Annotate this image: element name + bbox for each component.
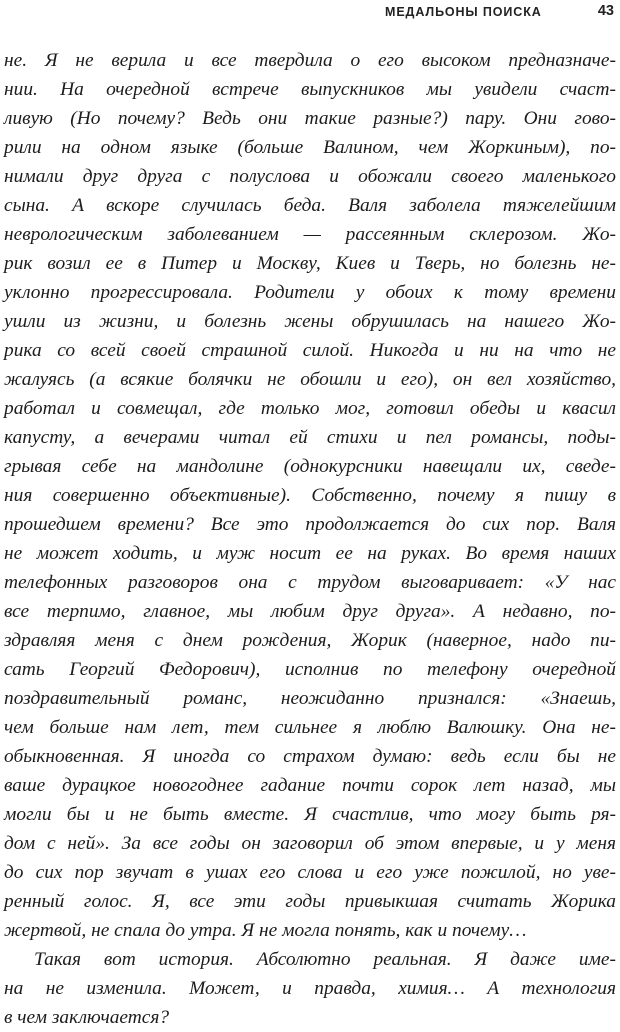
text-line: нии. На очередной встрече выпускников мы увидели счаст- <box>4 79 616 100</box>
text-line: все терпимо, главное, мы любим друг друга». А недавно, по- <box>4 601 616 622</box>
text-line: рика со всей своей страшной силой. Никогда и ни на что не <box>4 340 616 361</box>
text-line: сать Георгий Федорович), исполнив по телефону очередной <box>4 659 616 680</box>
text-line: поздравительный романс, неожиданно признался: «Знаешь, <box>4 688 616 709</box>
paragraph-start-line: Такая вот история. Абсолютно реальная. Я даже име- <box>34 949 616 970</box>
text-line: ренный голос. Я, все эти годы привыкшая считать Жорика <box>4 891 616 912</box>
text-line: не может ходить, и муж носит ее на руках. Во время наших <box>4 543 616 564</box>
running-header <box>0 0 620 30</box>
text-line: грывая себе на мандолине (однокурсники навещали их, сведе- <box>4 456 616 477</box>
paragraph-end-line: жертвой, не спала до утра. Я не могла понять, как и почему… <box>4 920 527 941</box>
text-line: ния совершенно объективные). Собственно, почему я пишу в <box>4 485 616 506</box>
text-line: капусту, а вечерами читал ей стихи и пел романсы, поды- <box>4 427 616 448</box>
text-line: ушли из жизни, и болезнь жены обрушилась на нашего Жо- <box>4 311 616 332</box>
running-title: МЕДАЛЬОНЫ ПОИСКА <box>385 5 542 19</box>
page-number: 43 <box>597 3 614 19</box>
text-line: работал и совмещал, где только мог, готовил обеды и квасил <box>4 398 616 419</box>
text-line: обыкновенная. Я иногда со страхом думаю: ведь если бы не <box>4 746 616 767</box>
text-line: могли бы и не быть вместе. Я счастлив, что могу быть ря- <box>4 804 616 825</box>
text-line: сына. А вскоре случилась беда. Валя заболела тяжелейшим <box>4 195 616 216</box>
text-line: телефонных разговоров она с трудом выговаривает: «У нас <box>4 572 616 593</box>
text-line: не. Я не верила и все твердила о его высоком предназначе- <box>4 50 616 71</box>
text-line: прошедшем времени? Все это продолжается до сих пор. Валя <box>4 514 616 535</box>
text-line: здравляя меня с днем рождения, Жорик (наверное, надо пи- <box>4 630 616 651</box>
text-line: нимали друг друга с полуслова и обожали своего маленького <box>4 166 616 187</box>
body-text <box>4 46 616 1032</box>
text-line: жалуясь (а всякие болячки не обошли и его), он вел хозяйство, <box>4 369 616 390</box>
text-line: до сих пор звучат в ушах его слова и его уже пожилой, но уве- <box>4 862 616 883</box>
text-line: чем больше нам лет, тем сильнее я люблю Валюшку. Она не- <box>4 717 616 738</box>
text-line: на не изменила. Может, и правда, химия… А технология <box>4 978 616 999</box>
text-line: рили на одном языке (больше Валином, чем Жоркиным), по- <box>4 137 616 158</box>
text-line: неврологическим заболеванием — рассеянным склерозом. Жо- <box>4 224 616 245</box>
text-line: уклонно прогрессировала. Родители у обоих к тому времени <box>4 282 616 303</box>
paragraph-end-line: в чем заключается? <box>4 1007 170 1028</box>
text-line: рик возил ее в Питер и Москву, Киев и Тверь, но болезнь не- <box>4 253 616 274</box>
text-line: ливую (Но почему? Ведь они такие разные?) пару. Они гово- <box>4 108 616 129</box>
text-line: дом с ней». За все годы он заговорил об этом впервые, и у меня <box>4 833 616 854</box>
text-line: ваше дурацкое новогоднее гадание почти сорок лет назад, мы <box>4 775 616 796</box>
